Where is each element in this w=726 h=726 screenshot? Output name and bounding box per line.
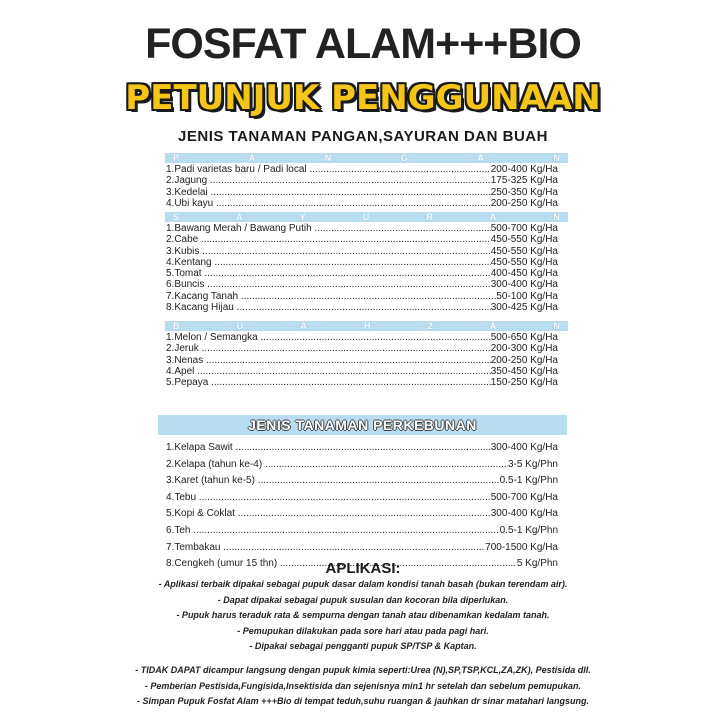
dosage: 200-250 Kg/Ha (490, 354, 558, 366)
band-letter: N (553, 153, 560, 163)
dosage: 200-250 Kg/Ha (490, 197, 558, 209)
band-letter: A (477, 153, 484, 163)
crop-name: 4.Kentang ..... (166, 257, 491, 268)
dosage: 0.5-1 Kg/Phn (499, 524, 558, 536)
band-letter: A (248, 153, 256, 163)
crop-name: 3.Kedelai ..... (166, 187, 491, 198)
crop-name: 2.Jagung ..... (166, 175, 491, 186)
note-line: - Dipakai sebagai pengganti pupuk SP/TSP & Kaptan. (249, 641, 477, 652)
sayuran-list (166, 223, 558, 313)
dosage: 200-400 Kg/Ha (490, 164, 558, 175)
list-item (166, 246, 558, 257)
list-item (166, 187, 558, 198)
list-item (166, 523, 558, 540)
food-crops-heading: JENIS TANAMAN PANGAN,SAYURAN DAN BUAH (178, 128, 548, 145)
dosage: 400-450 Kg/Ha (490, 268, 558, 280)
list-item (166, 332, 558, 343)
pangan-list (166, 164, 558, 209)
crop-name: 4.Ubi kayu ..... (166, 198, 491, 209)
dosage: 450-550 Kg/Ha (490, 234, 558, 246)
pangan-band (165, 153, 568, 163)
usage-instructions-title: PETUNJUK PENGGUNAAN (125, 78, 601, 118)
dosage: 250-350 Kg/Ha (490, 186, 558, 198)
plantation-heading: JENIS TANAMAN PERKEBUNAN (158, 415, 567, 435)
note-line: - TIDAK DAPAT dicampur langsung dengan pupuk kimia seperti:Urea (N),SP,TSP,KCL,ZA,ZK), Pestisida dll. (135, 665, 591, 675)
list-item (166, 175, 558, 186)
dosage: 150-250 Kg/Ha (490, 377, 558, 389)
crop-name: 7.Tembakau ..... (166, 540, 485, 557)
list-item (166, 223, 558, 234)
dosage: 500-650 Kg/Ha (490, 332, 558, 343)
dosage: 300-425 Kg/Ha (490, 302, 558, 314)
crop-name: 3.Nenas ..... (166, 355, 491, 366)
band-letter: S (173, 212, 180, 222)
band-letter: N (553, 212, 560, 222)
band-letter: A (489, 321, 497, 331)
band-letter: A (300, 321, 307, 331)
crop-name: 5.Kopi & Coklat ..... (166, 506, 491, 523)
crop-name: 8.Kacang Hijau ..... (166, 302, 491, 313)
crop-name: 1.Padi varietas baru / Padi local ..... (166, 164, 491, 175)
crop-name: 4.Tebu ..... (166, 490, 491, 507)
dosage: 175-325 Kg/Ha (490, 175, 558, 187)
band-letter: H (363, 321, 371, 331)
crop-name: 6.Teh ..... (166, 523, 500, 540)
list-item (166, 343, 558, 354)
list-item (166, 268, 558, 279)
note-line: - Aplikasi terbaik dipakai sebagai pupuk dasar dalam kondisi tanah basah (bukan terendam air). (158, 579, 568, 589)
list-item (166, 457, 558, 474)
list-item (166, 377, 558, 388)
crop-name: 2.Kelapa (tahun ke-4) ..... (166, 457, 508, 474)
crop-name: 5.Tomat ..... (166, 268, 491, 279)
application-heading: APLIKASI: (325, 560, 401, 577)
crop-name: 1.Melon / Semangka ..... (166, 332, 491, 343)
crop-name: 2.Cabe ..... (166, 234, 491, 245)
crop-name: 4.Apel ..... (166, 366, 491, 377)
dosage: 0.5-1 Kg/Phn (499, 475, 558, 487)
band-letter: P (173, 153, 180, 163)
list-item (166, 234, 558, 245)
list-item (166, 164, 558, 175)
dosage: 300-400 Kg/Ha (490, 442, 558, 453)
dosage: 50-100 Kg/Ha (496, 290, 558, 302)
dosage: 300-400 Kg/Ha (490, 508, 558, 520)
dosage: 450-550 Kg/Ha (490, 256, 558, 268)
note-line: - Pemberian Pestisida,Fungisida,Insektisida dan sejenisnya min1 hr setelah dan sebelum pemupukan. (144, 680, 582, 691)
list-item (166, 257, 558, 268)
dosage: 450-550 Kg/Ha (490, 245, 558, 257)
band-letter: G (400, 153, 408, 163)
list-item (166, 279, 558, 290)
perkebunan-list (166, 440, 558, 573)
band-letter: N (553, 321, 560, 331)
band-letter: Y (299, 212, 306, 222)
buah-list (166, 332, 558, 388)
note-line: - Simpan Pupuk Fosfat Alam +++Bio di tempat teduh,suhu ruangan & jauhkan dr sinar matahari langsung. (137, 696, 589, 707)
warning-notes (60, 663, 666, 710)
dosage: 350-450 Kg/Ha (490, 365, 558, 377)
dosage: 300-400 Kg/Ha (490, 279, 558, 291)
crop-name: 3.Kubis ..... (166, 246, 491, 257)
list-item (166, 490, 558, 507)
band-letter: 2 (427, 321, 433, 331)
crop-name: 1.Bawang Merah / Bawang Putih ..... (166, 223, 491, 234)
list-item (166, 506, 558, 523)
dosage: 3-5 Kg/Phn (507, 458, 558, 470)
dosage: 700-1500 Kg/Ha (485, 541, 558, 553)
dosage: 5 Kg/Phn (516, 558, 558, 570)
note-line: - Pemupukan dilakukan pada sore hari atau pada pagi hari. (237, 625, 489, 636)
list-item (166, 291, 558, 302)
band-letter: N (324, 153, 332, 163)
band-letter: A (489, 212, 497, 222)
crop-name: 5.Pepaya ..... (166, 377, 491, 388)
list-item (166, 355, 558, 366)
band-letter: U (362, 212, 370, 222)
list-item (166, 366, 558, 377)
list-item (166, 198, 558, 209)
note-line: - Dapat dipakai sebagai pupuk susulan dan kocoran bila diperlukan. (217, 594, 509, 605)
band-letter: A (236, 212, 243, 222)
dosage: 500-700 Kg/Ha (490, 223, 558, 234)
product-title: FOSFAT ALAM+++BIO (145, 20, 581, 68)
band-letter: R (426, 212, 433, 222)
crop-name: 2.Jeruk ..... (166, 343, 491, 354)
list-item (166, 473, 558, 490)
crop-name: 3.Karet (tahun ke-5) ..... (166, 473, 500, 490)
dosage: 500-700 Kg/Ha (490, 491, 558, 503)
crop-name: 1.Kelapa Sawit ..... (166, 440, 491, 457)
list-item (166, 540, 558, 557)
note-line: - Pupuk harus teraduk rata & sempurna dengan tanah atau dibenamkan kedalam tanah. (176, 610, 550, 621)
dosage: 200-300 Kg/Ha (490, 343, 558, 355)
band-letter: B (173, 321, 180, 331)
crop-name: 7.Kacang Tanah ..... (166, 291, 496, 302)
band-letter: U (236, 321, 244, 331)
list-item (166, 440, 558, 457)
crop-name: 6.Buncis ..... (166, 279, 491, 290)
list-item (166, 302, 558, 313)
sayuran-band (165, 212, 568, 222)
crop-name: 8.Cengkeh (umur 15 thn) ..... (166, 556, 517, 573)
buah-band (165, 321, 568, 331)
application-notes (100, 577, 626, 655)
